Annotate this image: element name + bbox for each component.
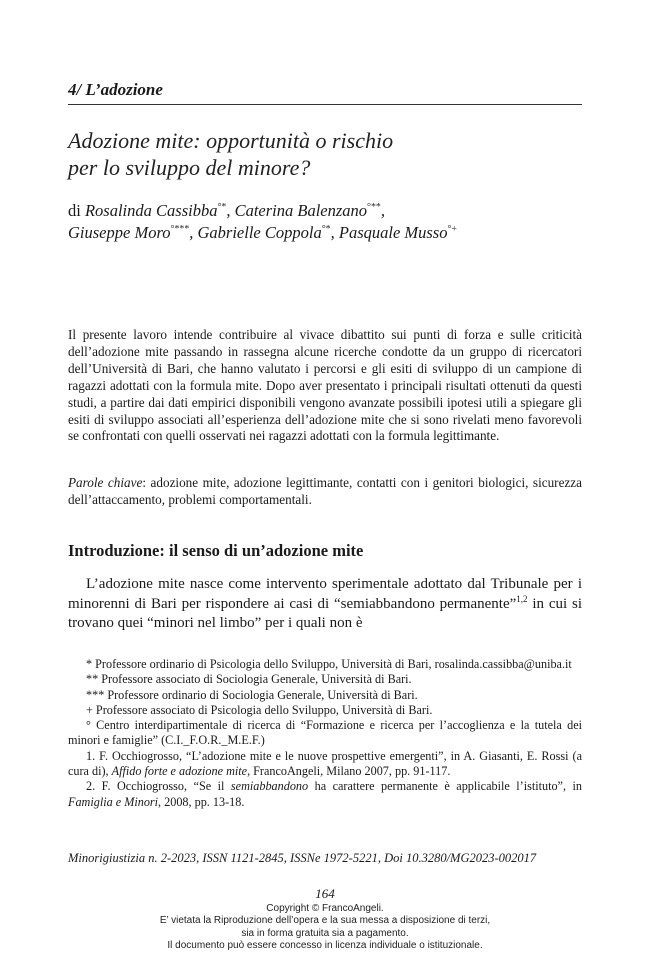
copyright-line: Copyright © FrancoAngeli. bbox=[266, 903, 384, 914]
footnote-text: 1. F. Occhiogrosso, “L’adozione mite e le nuove prospettive emergenti”, in A. Giasanti, E. Rossi (a cura di), bbox=[68, 748, 582, 779]
title-line-2: per lo sviluppo del minore? bbox=[68, 155, 311, 180]
author-name: Gabrielle Coppola bbox=[197, 223, 322, 242]
footnote-text: 2. F. Occhiogrosso, “Se il bbox=[86, 779, 231, 794]
author-separator: , bbox=[380, 201, 385, 220]
footnote: * Professore ordinario di Psicologia dello Sviluppo, Università di Bari, rosalinda.cassibba@uniba.it bbox=[86, 657, 572, 671]
abstract: Il presente lavoro intende contribuire al vivace dibattito sui punti di forza e sulle criticità dell’adozione mite passando in rassegna alcune ricerche condotte da un gruppo di ricercatori dell’Università di Bari, che hanno valutato i percorsi e gli esiti di sviluppo di un campione di ragazzi adottati con la formula mite. Dopo aver presentato i principali risultati ottenuti da questi studi, a partire dai dati empirici disponibili vengono avanzate possibili ipotesi utili a spiegare gli esiti di sviluppo associati all’esperienza dell’adozione mite che si sono rivelati meno favorevoli se confrontati con quelli osservati nei ragazzi adottati con la formula legittimante. bbox=[68, 327, 582, 444]
author-name: Rosalinda Cassibba bbox=[84, 201, 218, 220]
keywords-text: : adozione mite, adozione legittimante, contatti con i genitori biologici, sicurezza dell’attaccamento, problemi comportamentali. bbox=[68, 475, 582, 507]
footnote: ° Centro interdipartimentale di ricerca di “Formazione e ricerca per l’accoglienza e la tutela dei minori e famiglie” (C.I._F.O.R._M.E.F.) bbox=[68, 718, 582, 748]
footnote: *** Professore ordinario di Sociologia Generale, Università di Bari. bbox=[86, 687, 418, 702]
author-mark: °* bbox=[217, 201, 227, 213]
author-mark: °*** bbox=[170, 223, 190, 235]
footnote-text: ha carattere permanente è applicabile l’istituto”, in bbox=[308, 779, 582, 794]
keywords bbox=[68, 474, 582, 508]
author-separator: , bbox=[189, 223, 198, 242]
author-name: Giuseppe Moro bbox=[68, 223, 171, 242]
footnote-ref: 1,2 bbox=[516, 593, 528, 604]
copyright-line: E’ vietata la Riproduzione dell’opera e la sua messa a disposizione di terzi, bbox=[159, 915, 491, 927]
author-name: Pasquale Musso bbox=[338, 223, 448, 242]
footnote-text: , FrancoAngeli, Milano 2007, pp. 91-117. bbox=[247, 764, 451, 779]
title-line-1: Adozione mite: opportunità o rischio bbox=[68, 128, 394, 153]
copyright-line: sia in forma gratuita sia a pagamento. bbox=[241, 927, 409, 939]
author-separator: , bbox=[330, 223, 339, 242]
footnotes bbox=[68, 657, 582, 810]
footnote-text: , 2008, pp. 13-18. bbox=[158, 794, 245, 809]
article-title bbox=[68, 127, 582, 181]
body-paragraph bbox=[68, 575, 582, 634]
authors-prefix: di bbox=[68, 201, 85, 220]
page-number: 164 bbox=[315, 886, 335, 901]
author-mark: °+ bbox=[447, 223, 458, 235]
keywords-label: Parole chiave bbox=[68, 475, 143, 490]
footnote-title: Famiglia e Minori bbox=[68, 794, 159, 809]
footnote bbox=[68, 749, 582, 780]
author-name: Caterina Balenzano bbox=[234, 201, 368, 220]
section-header: 4/ L’adozione bbox=[68, 79, 582, 105]
author-mark: °** bbox=[367, 201, 381, 213]
copyright-notice bbox=[0, 903, 650, 953]
body-text: L’adozione mite nasce come intervento sperimentale adottato dal Tribunale per i minorenni di Bari per rispondere ai casi di “semiabbandono permanente” bbox=[68, 576, 582, 612]
footnote: + Professore associato di Psicologia dello Sviluppo, Università di Bari. bbox=[86, 702, 433, 717]
footnote-title: Affido forte e adozione mite bbox=[111, 764, 248, 779]
author-mark: °* bbox=[321, 223, 331, 235]
author-list bbox=[68, 200, 582, 244]
journal-citation: Minorigiustizia n. 2-2023, ISSN 1121-2845, ISSNe 1972-5221, Doi 10.3280/MG2023-002017 bbox=[68, 851, 537, 865]
author-separator: , bbox=[226, 201, 235, 220]
footnote-title: semiabbandono bbox=[230, 779, 309, 794]
intro-heading: Introduzione: il senso di un’adozione mite bbox=[68, 541, 364, 560]
copyright-line: Il documento può essere concesso in licenza individuale o istituzionale. bbox=[167, 940, 483, 952]
footnote bbox=[68, 779, 582, 810]
footnote: ** Professore associato di Sociologia Generale, Università di Bari. bbox=[86, 672, 412, 687]
body-text: in cui si trovano quei “minori nel limbo” per i quali non è bbox=[68, 595, 582, 631]
